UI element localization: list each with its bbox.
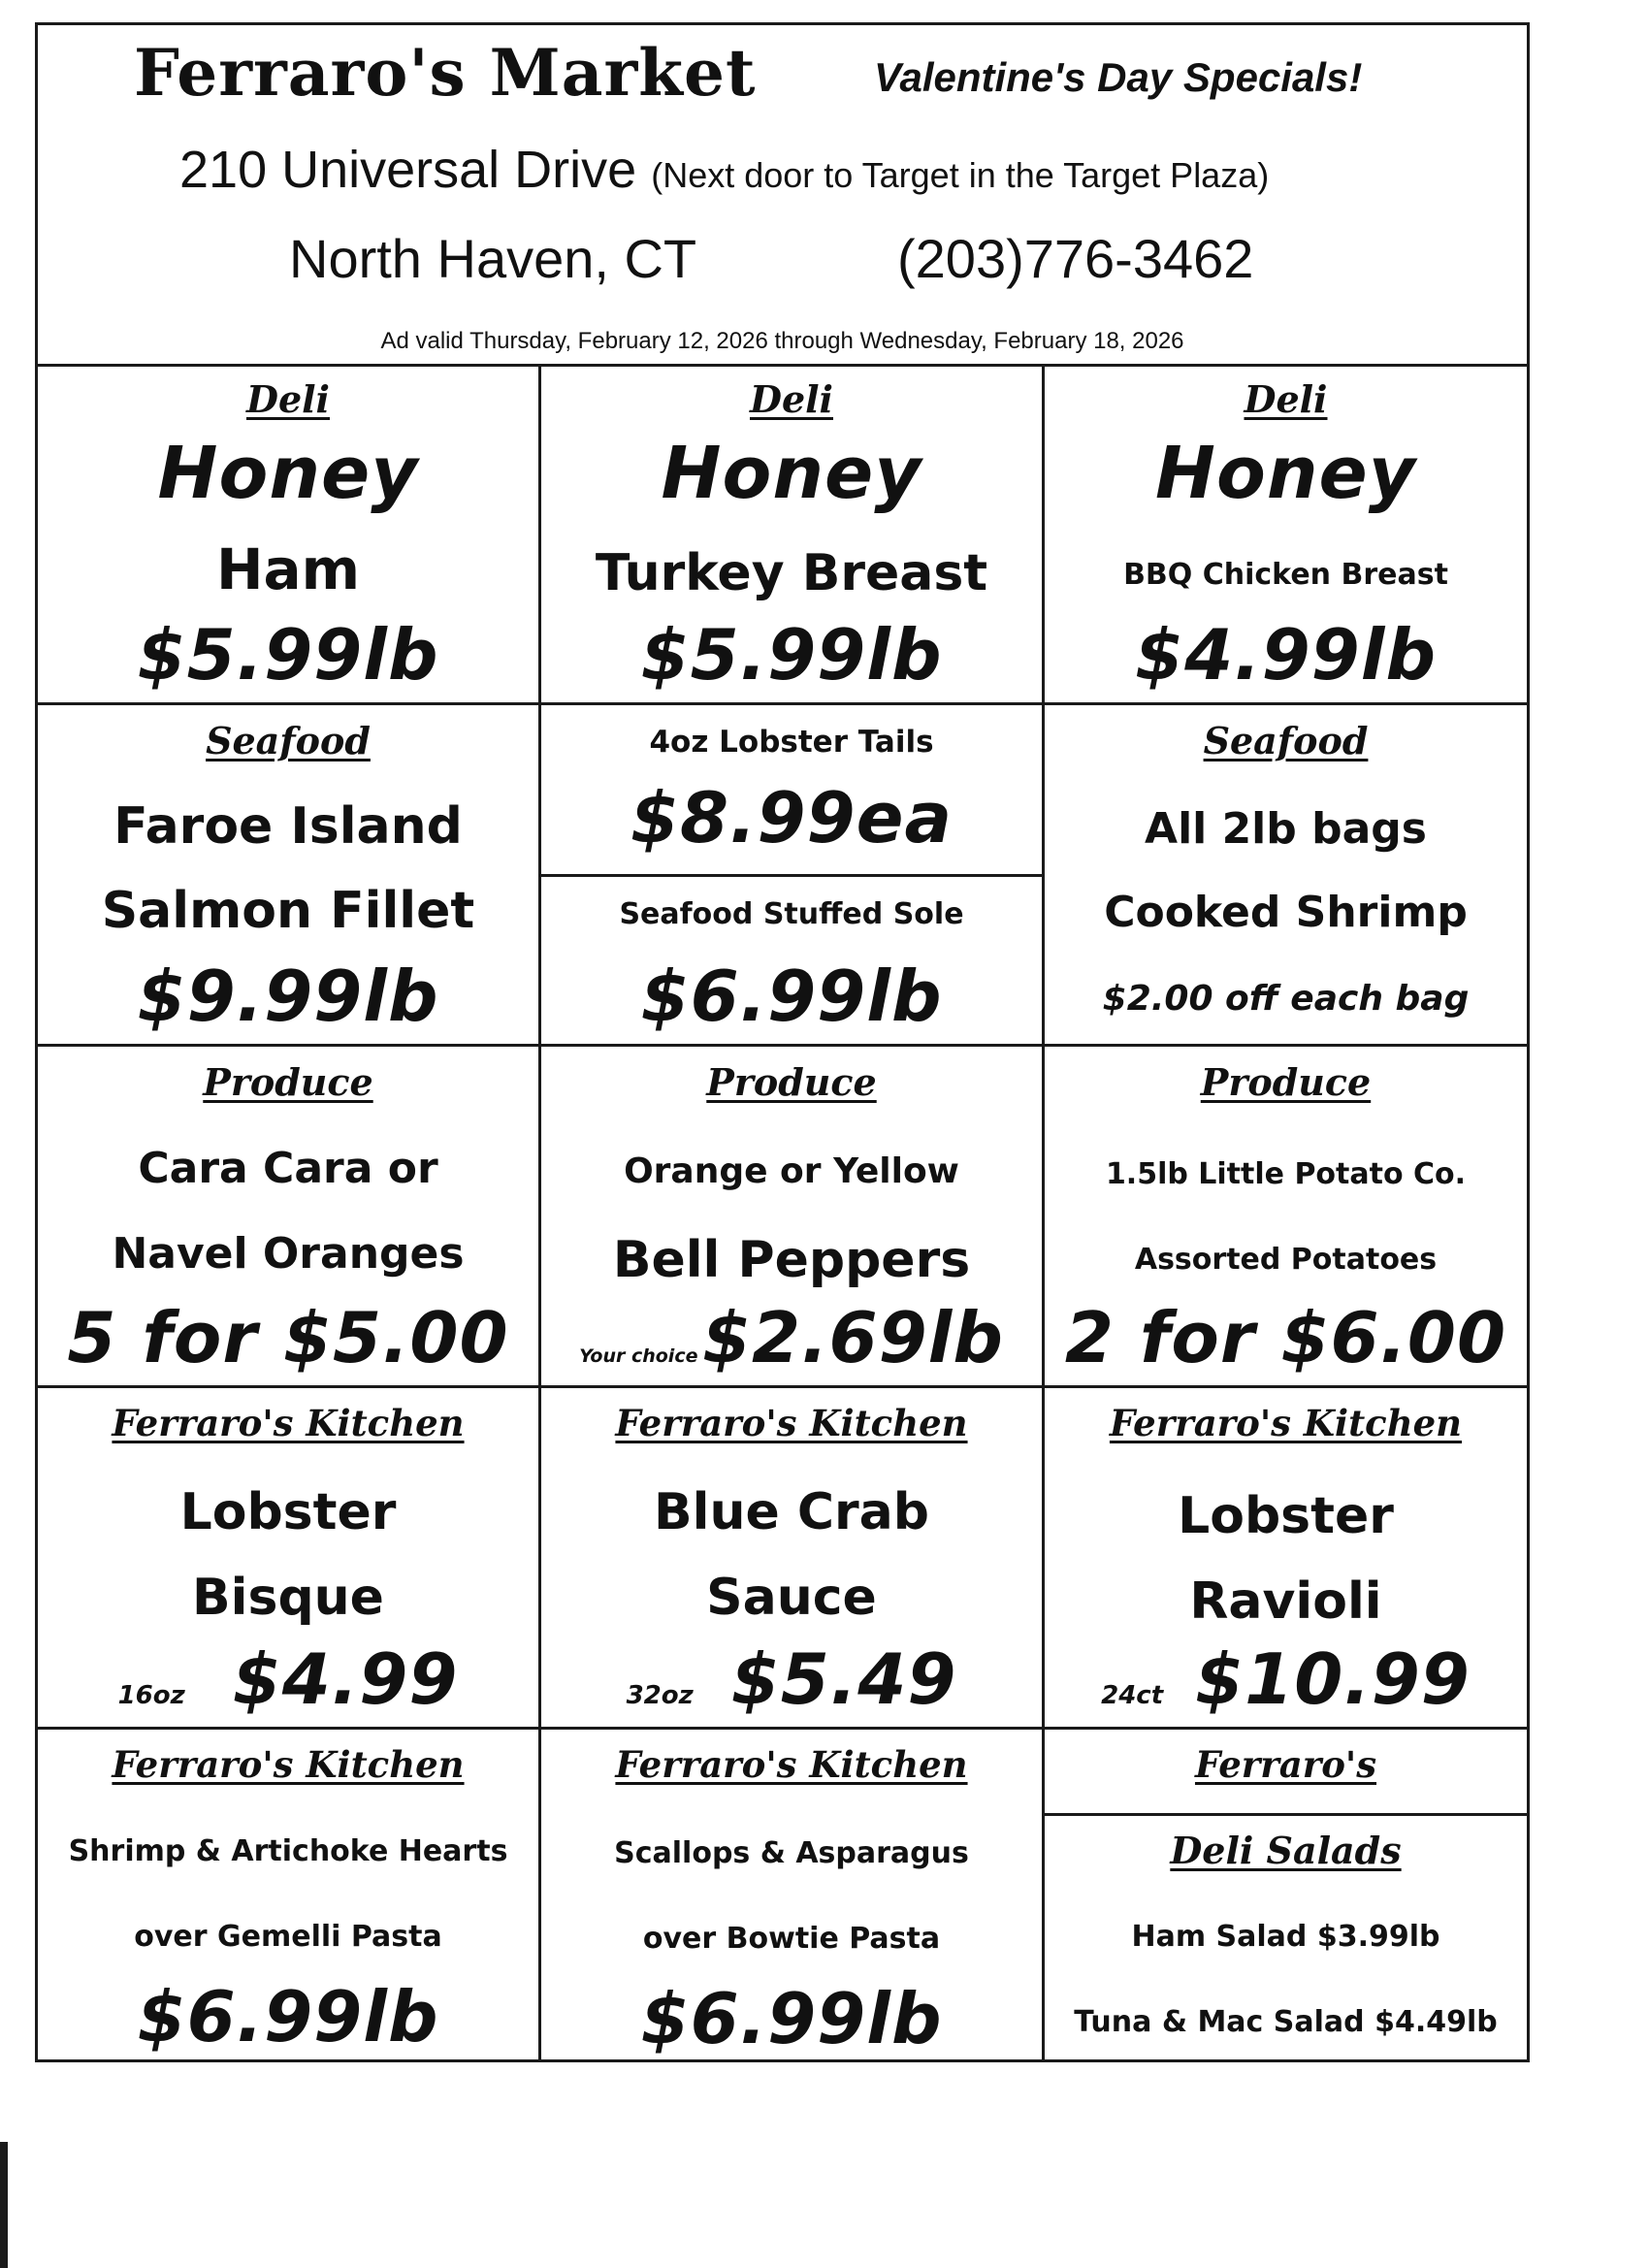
- special-honey-ham: [38, 364, 541, 705]
- price: $5.49: [730, 1638, 957, 1720]
- price-row: [541, 1638, 1042, 1720]
- price: $6.99lb: [137, 1976, 439, 2057]
- price: 2 for $6.00: [1064, 1297, 1507, 1378]
- product-name-line1: Scallops & Asparagus: [614, 1836, 969, 1870]
- special-salmon: [38, 705, 541, 1047]
- specials-grid: [38, 364, 1527, 2059]
- flyer-header: [38, 25, 1527, 367]
- price: $10.99: [1195, 1638, 1471, 1720]
- product-name-line2: Cooked Shrimp: [1104, 888, 1468, 937]
- category-label: Deli Salads: [1170, 1829, 1402, 1872]
- price: $9.99lb: [137, 956, 439, 1037]
- special-blue-crab-sauce: [541, 1388, 1045, 1730]
- ham-salad: Ham Salad $3.99lb: [1131, 1920, 1440, 1954]
- address-line: [179, 140, 1269, 200]
- cell-divider: [541, 874, 1042, 877]
- product-name-line1: Lobster: [179, 1483, 397, 1541]
- category-label: Ferraro's Kitchen: [615, 1402, 968, 1444]
- scan-edge-mark: [0, 2142, 8, 2268]
- category-label: Ferraro's Kitchen: [615, 1743, 968, 1786]
- product-name-line1: Blue Crab: [654, 1483, 929, 1541]
- special-deli-salads: [1045, 1730, 1527, 2059]
- product-name-line1: 1.5lb Little Potato Co.: [1105, 1157, 1467, 1191]
- product-name-line1: Faroe Island: [113, 797, 463, 856]
- category-label: Ferraro's Kitchen: [1109, 1402, 1463, 1444]
- price: $5.99lb: [640, 614, 943, 696]
- category-label: Deli: [245, 377, 330, 421]
- special-scallops-asparagus-pasta: [541, 1730, 1045, 2059]
- special-honey-bbq-chicken: [1045, 364, 1527, 705]
- sole-name: Seafood Stuffed Sole: [619, 897, 964, 931]
- city: North Haven, CT: [289, 228, 697, 289]
- special-bell-peppers: [541, 1047, 1045, 1388]
- product-name-line2: Bell Peppers: [612, 1231, 971, 1289]
- category-label: Produce: [203, 1060, 373, 1104]
- price: $5.99lb: [137, 614, 439, 696]
- special-honey-turkey: [541, 364, 1045, 705]
- product-name-line1: Orange or Yellow: [624, 1151, 959, 1191]
- category-label: Ferraro's Kitchen: [112, 1402, 465, 1444]
- product-name-line1: Lobster: [1178, 1487, 1394, 1545]
- product-name: BBQ Chicken Breast: [1123, 558, 1448, 592]
- category-label: Seafood: [1203, 719, 1369, 762]
- size-label: 32oz: [626, 1681, 694, 1710]
- special-lobster-bisque: [38, 1388, 541, 1730]
- lobster-tails-name: 4oz Lobster Tails: [649, 725, 934, 760]
- address: 210 Universal Drive: [179, 141, 637, 199]
- lobster-tails-price: $8.99ea: [630, 777, 954, 859]
- tagline: Valentine's Day Specials!: [874, 54, 1363, 100]
- special-cooked-shrimp: [1045, 705, 1527, 1047]
- sole-price: $6.99lb: [640, 956, 943, 1037]
- section-title: Ferraro's: [1194, 1743, 1377, 1786]
- size-label: 16oz: [117, 1681, 185, 1710]
- price-row: [541, 1297, 1042, 1378]
- tuna-mac-salad: Tuna & Mac Salad $4.49lb: [1074, 2005, 1498, 2039]
- product-name-line2: Salmon Fillet: [101, 882, 475, 940]
- price-prefix: Your choice: [579, 1345, 698, 1367]
- price: $4.99lb: [1135, 614, 1437, 696]
- product-name-line2: Ravioli: [1189, 1572, 1382, 1631]
- category-label: Produce: [706, 1060, 877, 1104]
- headline: Honey: [661, 432, 922, 515]
- store-name: Ferraro's Market: [134, 35, 757, 111]
- price: $2.69lb: [701, 1297, 1004, 1378]
- product-name-line1: All 2lb bags: [1145, 804, 1427, 854]
- product-name-line1: Cara Cara or: [138, 1144, 438, 1193]
- address-note: (Next door to Target in the Target Plaza): [651, 155, 1270, 195]
- phone-number: (203)776-3462: [897, 228, 1254, 289]
- headline: Honey: [157, 432, 419, 515]
- product-name: Turkey Breast: [595, 544, 988, 602]
- price-row: [38, 1638, 538, 1720]
- product-name-line2: over Bowtie Pasta: [642, 1922, 941, 1956]
- category-label: Deli: [1244, 377, 1328, 421]
- special-lobster-ravioli: [1045, 1388, 1527, 1730]
- product-name-line2: Navel Oranges: [112, 1229, 465, 1279]
- headline: Honey: [1155, 432, 1416, 515]
- size-label: 24ct: [1101, 1681, 1164, 1710]
- category-label: Seafood: [206, 719, 371, 762]
- category-label: Produce: [1200, 1060, 1372, 1104]
- cell-divider: [1045, 1813, 1527, 1816]
- price-row: [1045, 1638, 1527, 1720]
- product-name-line2: Assorted Potatoes: [1134, 1243, 1438, 1277]
- special-lobster-tails-and-sole: [541, 705, 1045, 1047]
- product-name-line2: Sauce: [706, 1569, 877, 1627]
- product-name: Ham: [215, 536, 361, 602]
- price: $4.99: [232, 1638, 459, 1720]
- product-name-line2: Bisque: [192, 1569, 384, 1627]
- ad-valid-dates: Ad valid Thursday, February 12, 2026 through Wednesday, February 18, 2026: [380, 328, 1184, 354]
- category-label: Ferraro's Kitchen: [112, 1743, 465, 1786]
- special-shrimp-artichoke-pasta: [38, 1730, 541, 2059]
- price: $2.00 off each bag: [1102, 979, 1470, 1019]
- product-name-line2: over Gemelli Pasta: [134, 1920, 442, 1954]
- price: $6.99lb: [640, 1978, 943, 2059]
- price: 5 for $5.00: [67, 1297, 509, 1378]
- special-oranges: [38, 1047, 541, 1388]
- flyer-sheet: [35, 22, 1530, 2062]
- special-potatoes: [1045, 1047, 1527, 1388]
- product-name-line1: Shrimp & Artichoke Hearts: [68, 1834, 508, 1868]
- category-label: Deli: [749, 377, 833, 421]
